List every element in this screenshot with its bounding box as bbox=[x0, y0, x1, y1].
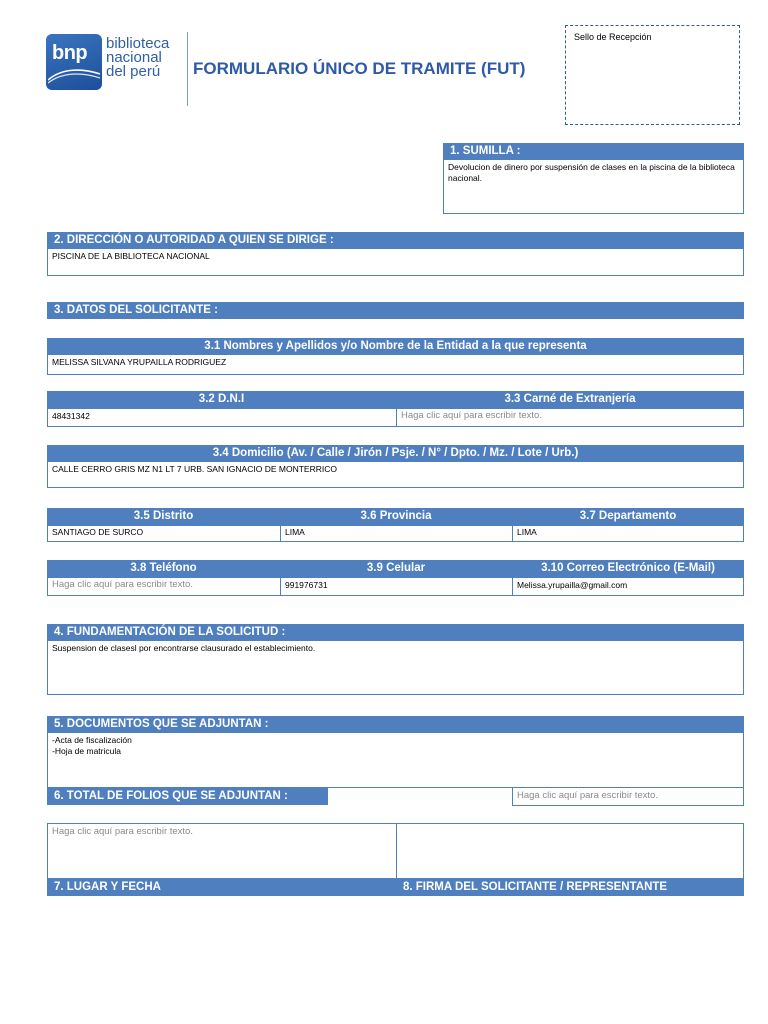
section-direccion-header: 2. DIRECCIÓN O AUTORIDAD A QUIEN SE DIRIGE : bbox=[47, 232, 744, 249]
correo-field[interactable] bbox=[513, 578, 743, 595]
contacto-header-row bbox=[47, 560, 744, 578]
logo-brand-line: biblioteca bbox=[106, 35, 170, 52]
domicilio-value: CALLE CERRO GRIS MZ N1 LT 7 URB. SAN IGNACIO DE MONTERRICO bbox=[52, 464, 337, 474]
carne-header: 3.3 Carné de Extranjería bbox=[396, 391, 744, 409]
fundamentacion-field[interactable] bbox=[47, 641, 744, 695]
dni-carne-row bbox=[47, 409, 744, 427]
logo-badge-text: bnp bbox=[52, 42, 88, 64]
section-firma-header: 8. FIRMA DEL SOLICITANTE / REPRESENTANTE bbox=[396, 879, 744, 896]
logo-brand-line: del perú bbox=[106, 63, 161, 80]
celular-field[interactable] bbox=[281, 578, 513, 595]
section-folios-header: 6. TOTAL DE FOLIOS QUE SE ADJUNTAN : bbox=[47, 788, 328, 805]
departamento-value: LIMA bbox=[517, 527, 537, 537]
telefono-field[interactable] bbox=[48, 578, 281, 595]
direccion-field[interactable] bbox=[47, 249, 744, 276]
bnp-logo bbox=[46, 34, 181, 94]
dni-field[interactable] bbox=[48, 409, 397, 426]
section-datos-solicitante-header: 3. DATOS DEL SOLICITANTE : bbox=[47, 302, 744, 319]
lugar-firma-row bbox=[47, 823, 744, 879]
ubicacion-header-row bbox=[47, 508, 744, 526]
header-divider bbox=[187, 32, 188, 106]
departamento-field[interactable] bbox=[513, 526, 743, 541]
nombres-header: 3.1 Nombres y Apellidos y/o Nombre de la Entidad a la que representa bbox=[47, 338, 744, 355]
distrito-value: SANTIAGO DE SURCO bbox=[52, 527, 144, 537]
provincia-header: 3.6 Provincia bbox=[280, 508, 512, 526]
distrito-header: 3.5 Distrito bbox=[47, 508, 280, 526]
documentos-field[interactable] bbox=[47, 733, 744, 788]
correo-header: 3.10 Correo Electrónico (E-Mail) bbox=[512, 560, 744, 578]
dni-value: 48431342 bbox=[52, 411, 90, 421]
departamento-header: 3.7 Departamento bbox=[512, 508, 744, 526]
section-lugar-fecha-header: 7. LUGAR Y FECHA bbox=[47, 879, 396, 896]
domicilio-header: 3.4 Domicilio (Av. / Calle / Jirón / Psje. / N° / Dpto. / Mz. / Lote / Urb.) bbox=[47, 445, 744, 462]
lugar-fecha-field[interactable] bbox=[48, 824, 397, 878]
documentos-line: -Hoja de matricula bbox=[52, 746, 121, 756]
carne-placeholder: Haga clic aquí para escribir texto. bbox=[401, 410, 542, 421]
folios-placeholder: Haga clic aquí para escribir texto. bbox=[517, 790, 658, 801]
telefono-header: 3.8 Teléfono bbox=[47, 560, 280, 578]
logo-brand-text bbox=[106, 37, 169, 79]
dni-carne-header-row bbox=[47, 391, 744, 409]
correo-value: Melissa.yrupailla@gmail.com bbox=[517, 580, 628, 590]
logo-badge bbox=[46, 34, 102, 90]
form-title: FORMULARIO ÚNICO DE TRAMITE (FUT) bbox=[193, 59, 526, 78]
nombres-value: MELISSA SILVANA YRUPAILLA RODRIGUEZ bbox=[52, 357, 227, 367]
celular-value: 991976731 bbox=[285, 580, 328, 590]
sumilla-field[interactable] bbox=[443, 160, 744, 214]
section-sumilla-header: 1. SUMILLA : bbox=[443, 143, 744, 160]
provincia-value: LIMA bbox=[285, 527, 305, 537]
documentos-line: -Acta de fiscalización bbox=[52, 735, 132, 745]
dni-header: 3.2 D.N.I bbox=[47, 391, 396, 409]
distrito-field[interactable] bbox=[48, 526, 281, 541]
contacto-row bbox=[47, 578, 744, 596]
fundamentacion-value: Suspension de clasesl por encontrarse clausurado el establecimiento. bbox=[52, 643, 316, 653]
logo-brand-line: nacional bbox=[106, 49, 162, 66]
nombres-field[interactable] bbox=[47, 355, 744, 375]
sumilla-value: Devolucion de dinero por suspensión de clases en la piscina de la biblioteca nacional. bbox=[448, 162, 735, 183]
section-fundamentacion-header: 4. FUNDAMENTACIÓN DE LA SOLICITUD : bbox=[47, 624, 744, 641]
direccion-value: PISCINA DE LA BIBLIOTECA NACIONAL bbox=[52, 251, 210, 261]
domicilio-field[interactable] bbox=[47, 462, 744, 488]
folios-field[interactable] bbox=[512, 787, 744, 806]
ubicacion-row bbox=[47, 526, 744, 542]
reception-stamp-box bbox=[565, 25, 740, 125]
celular-header: 3.9 Celular bbox=[280, 560, 512, 578]
lugar-fecha-placeholder: Haga clic aquí para escribir texto. bbox=[52, 826, 193, 837]
firma-field[interactable] bbox=[397, 824, 743, 878]
provincia-field[interactable] bbox=[281, 526, 513, 541]
logo-wave-icon bbox=[48, 64, 100, 86]
carne-field[interactable] bbox=[397, 409, 743, 426]
stamp-label: Sello de Recepción bbox=[574, 32, 652, 42]
telefono-placeholder: Haga clic aquí para escribir texto. bbox=[52, 579, 193, 590]
section-documentos-header: 5. DOCUMENTOS QUE SE ADJUNTAN : bbox=[47, 716, 744, 733]
